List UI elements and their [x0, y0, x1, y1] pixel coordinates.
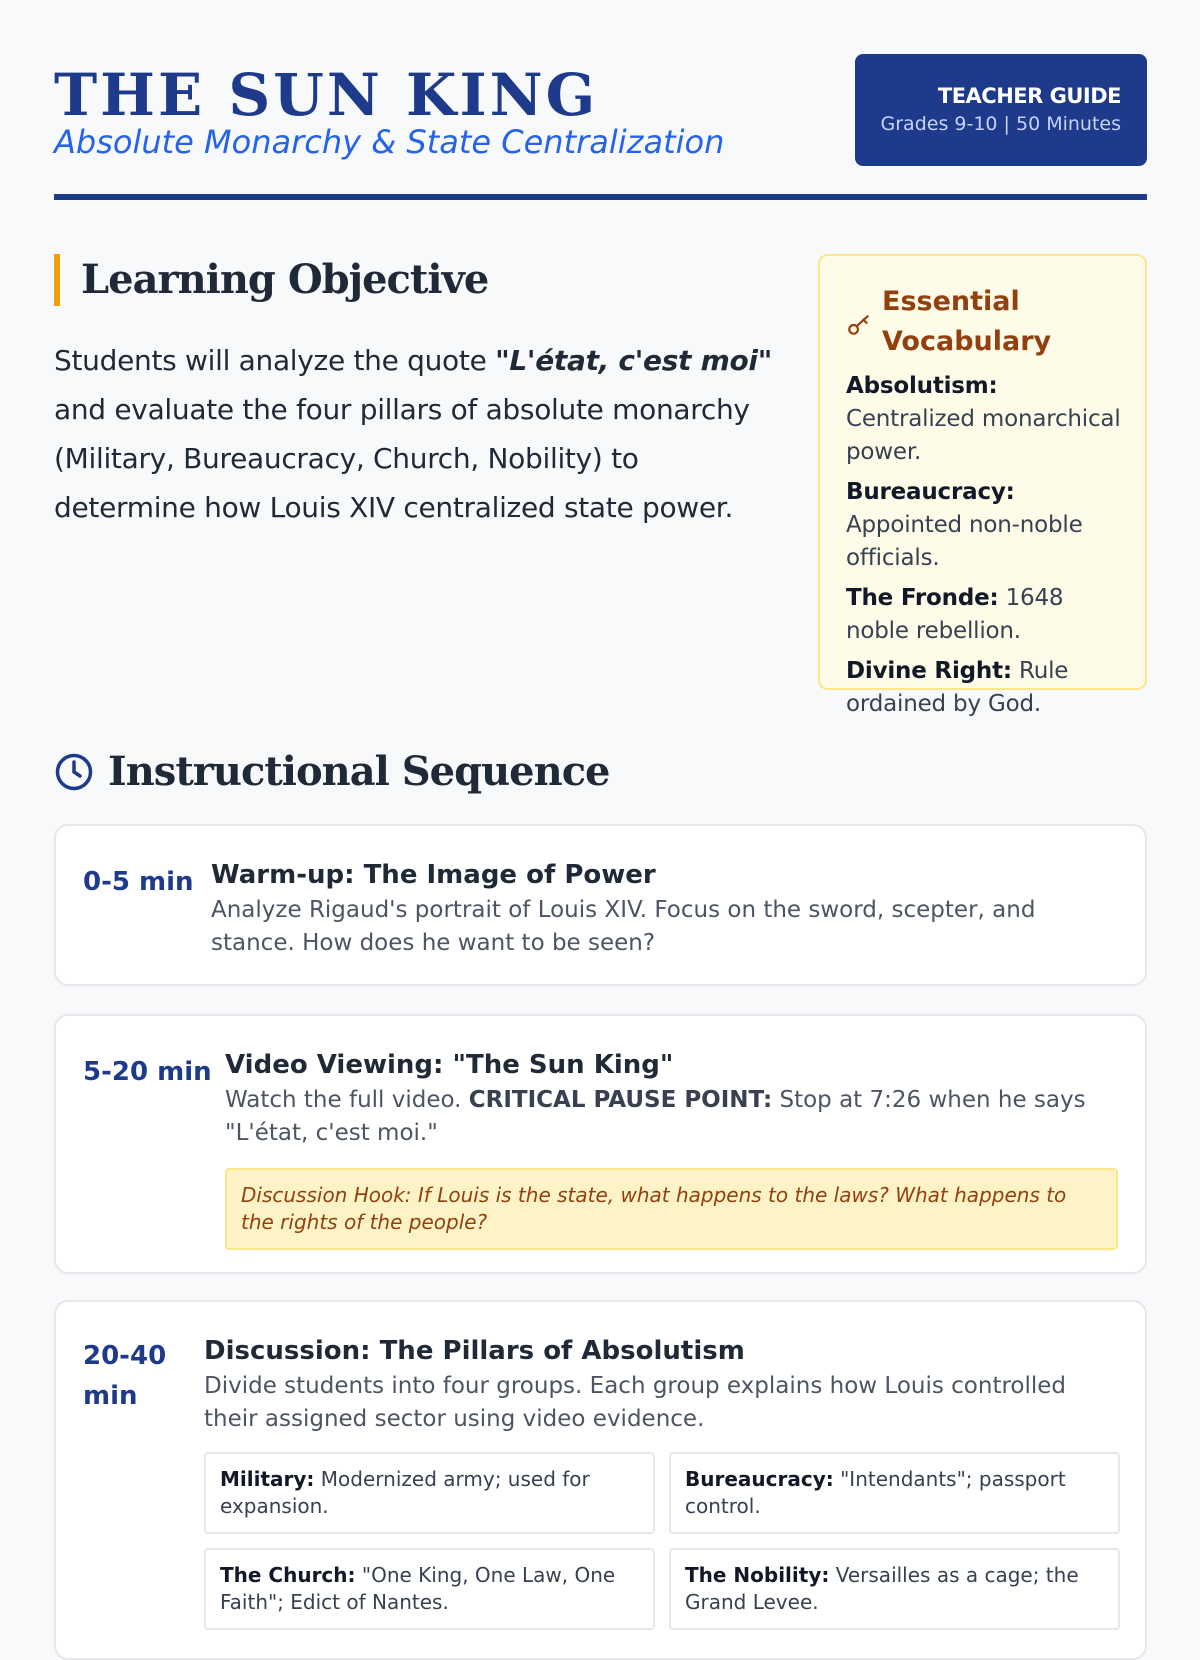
step-description: Analyze Rigaud's portrait of Louis XIV. Focus on the sword, scepter, and stance. How does he want to be seen? — [211, 897, 1036, 956]
step-time: 0-5 min — [83, 867, 194, 897]
sequence-heading: Instructional Sequence — [108, 748, 610, 795]
pillar-term: The Church: — [220, 1563, 356, 1587]
step-title: Warm-up: The Image of Power — [211, 860, 656, 890]
step-time: 20-40 min — [83, 1341, 167, 1411]
vocabulary-box — [818, 254, 1147, 717]
objective-quote: "L'état, c'est moi" — [495, 344, 772, 377]
step-body — [204, 1334, 1118, 1630]
pillar-church — [204, 1548, 655, 1630]
objective-text-after: and evaluate the four pillars of absolute monarchy (Military, Bureaucracy, Church, Nobility) to determine how Louis XIV centralized state power. — [54, 393, 750, 524]
vocab-definition: Centralized monarchical power. — [846, 406, 1121, 465]
pillar-term: Military: — [220, 1467, 315, 1491]
sequence-step-card — [54, 1300, 1147, 1660]
badge-grade-duration: Grades 9-10 | 50 Minutes — [880, 113, 1121, 135]
pillar-text: "Intendants"; passport control. — [685, 1467, 1066, 1518]
vocab-term: The Fronde: — [846, 585, 999, 611]
step-title: Video Viewing: "The Sun King" — [225, 1050, 674, 1080]
step-title: Discussion: The Pillars of Absolutism — [204, 1336, 745, 1366]
section-accent-bar — [54, 254, 60, 306]
vocab-definition: Rule ordained by God. — [846, 658, 1069, 717]
key-icon — [846, 312, 872, 338]
sequence-step-card — [54, 824, 1147, 986]
vocab-definition: Appointed non-noble officials. — [846, 512, 1083, 571]
vocab-item — [846, 582, 1129, 648]
teacher-guide-page — [54, 0, 1147, 1614]
vocab-term: Absolutism: — [846, 373, 998, 399]
objective-heading: Learning Objective — [81, 256, 489, 303]
sequence-step-card — [54, 1014, 1147, 1274]
pillar-term: Bureaucracy: — [685, 1467, 834, 1491]
step-time: 5-20 min — [83, 1057, 212, 1087]
teacher-guide-badge — [855, 54, 1147, 166]
vocab-definition: 1648 noble rebellion. — [846, 585, 1064, 644]
vocab-item — [846, 655, 1129, 721]
clock-icon — [54, 752, 94, 792]
objective-text — [54, 336, 774, 532]
step-description-before: Watch the full video. — [225, 1087, 469, 1113]
step-body — [211, 858, 1118, 960]
header-divider — [54, 194, 1147, 200]
pillar-text: Versailles as a cage; the Grand Levee. — [685, 1563, 1079, 1614]
step-description — [225, 1084, 1118, 1150]
pillar-military — [204, 1452, 655, 1534]
vocabulary-header — [846, 282, 1129, 370]
badge-title: TEACHER GUIDE — [937, 84, 1121, 108]
critical-pause-label: CRITICAL PAUSE POINT: — [468, 1087, 773, 1113]
pillars-grid — [204, 1452, 1118, 1630]
pillar-nobility — [669, 1548, 1120, 1630]
step-description-after: Stop at 7:26 when he says "L'état, c'est moi." — [225, 1087, 1086, 1146]
page-header — [54, 54, 1147, 200]
pillar-text: "One King, One Law, One Faith"; Edict of Nantes. — [220, 1563, 616, 1614]
step-body — [225, 1048, 1118, 1250]
page-title: THE SUN KING — [54, 61, 599, 129]
pillar-text: Modernized army; used for expansion. — [220, 1467, 590, 1518]
page-subtitle: Absolute Monarchy & State Centralization — [54, 123, 725, 161]
vocabulary-heading: Essential Vocabulary — [882, 286, 1052, 357]
objective-text-before: Students will analyze the quote — [54, 344, 496, 377]
vocab-term: Divine Right: — [846, 658, 1012, 684]
vocab-term: Bureaucracy: — [846, 479, 1015, 505]
pillar-term: The Nobility: — [685, 1563, 830, 1587]
pillar-bureaucracy — [669, 1452, 1120, 1534]
vocab-item — [846, 370, 1129, 469]
discussion-hook: Discussion Hook: If Louis is the state, what happens to the laws? What happens to the rights of the people? — [225, 1168, 1118, 1250]
step-description: Divide students into four groups. Each group explains how Louis controlled their assigned sector using video evidence. — [204, 1373, 1067, 1432]
vocab-item — [846, 476, 1129, 575]
